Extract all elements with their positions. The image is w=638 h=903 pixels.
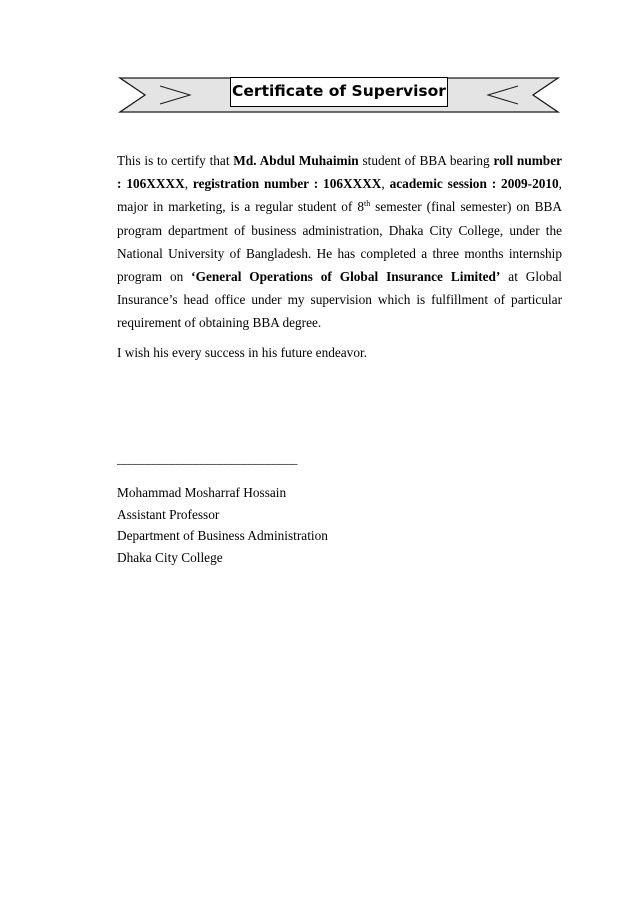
registration-number: registration number : 106XXXX [192, 176, 382, 192]
signer-name: Mohammad Mosharraf Hossain [117, 485, 287, 500]
title-banner [114, 72, 564, 118]
internship-program: ‘General Operations of Global Insurance Limited’ [191, 269, 501, 285]
signer-department: Department of Business Administration [117, 528, 328, 543]
signer-title: Assistant Professor [117, 506, 220, 522]
certificate-paragraph: This is to certify that Md. Abdul Muhaimin student of BBA bearing roll number : 106XXXX, registration number : 106XXXX, academic session : 2009-2010, major in marketing, is a regular student of 8th semester (final semester) on BBA program department of business administration, Dhaka City College, under the National University of Bangladesh. He has completed a three months internship program on ‘General Operations of Global Insurance Limited’ at Global Insurance’s head office under my supervision which is fulfillment of particular requirement of obtaining BBA degree. [117, 153, 562, 331]
signer-college: Dhaka City College [117, 549, 223, 565]
page-title: Certificate of Supervisor [230, 77, 448, 107]
roll-number: roll number : 106XXXX [117, 153, 562, 192]
signature-line: ______________________________ [117, 451, 297, 466]
academic-session: academic session : 2009-2010 [389, 176, 559, 192]
ordinal-suffix: th [363, 199, 371, 209]
wish-line: I wish his every success in his future endeavor. [117, 345, 367, 360]
signer-block [117, 482, 328, 568]
student-name: Md. Abdul Muhaimin [233, 153, 359, 168]
certificate-body [117, 149, 562, 335]
